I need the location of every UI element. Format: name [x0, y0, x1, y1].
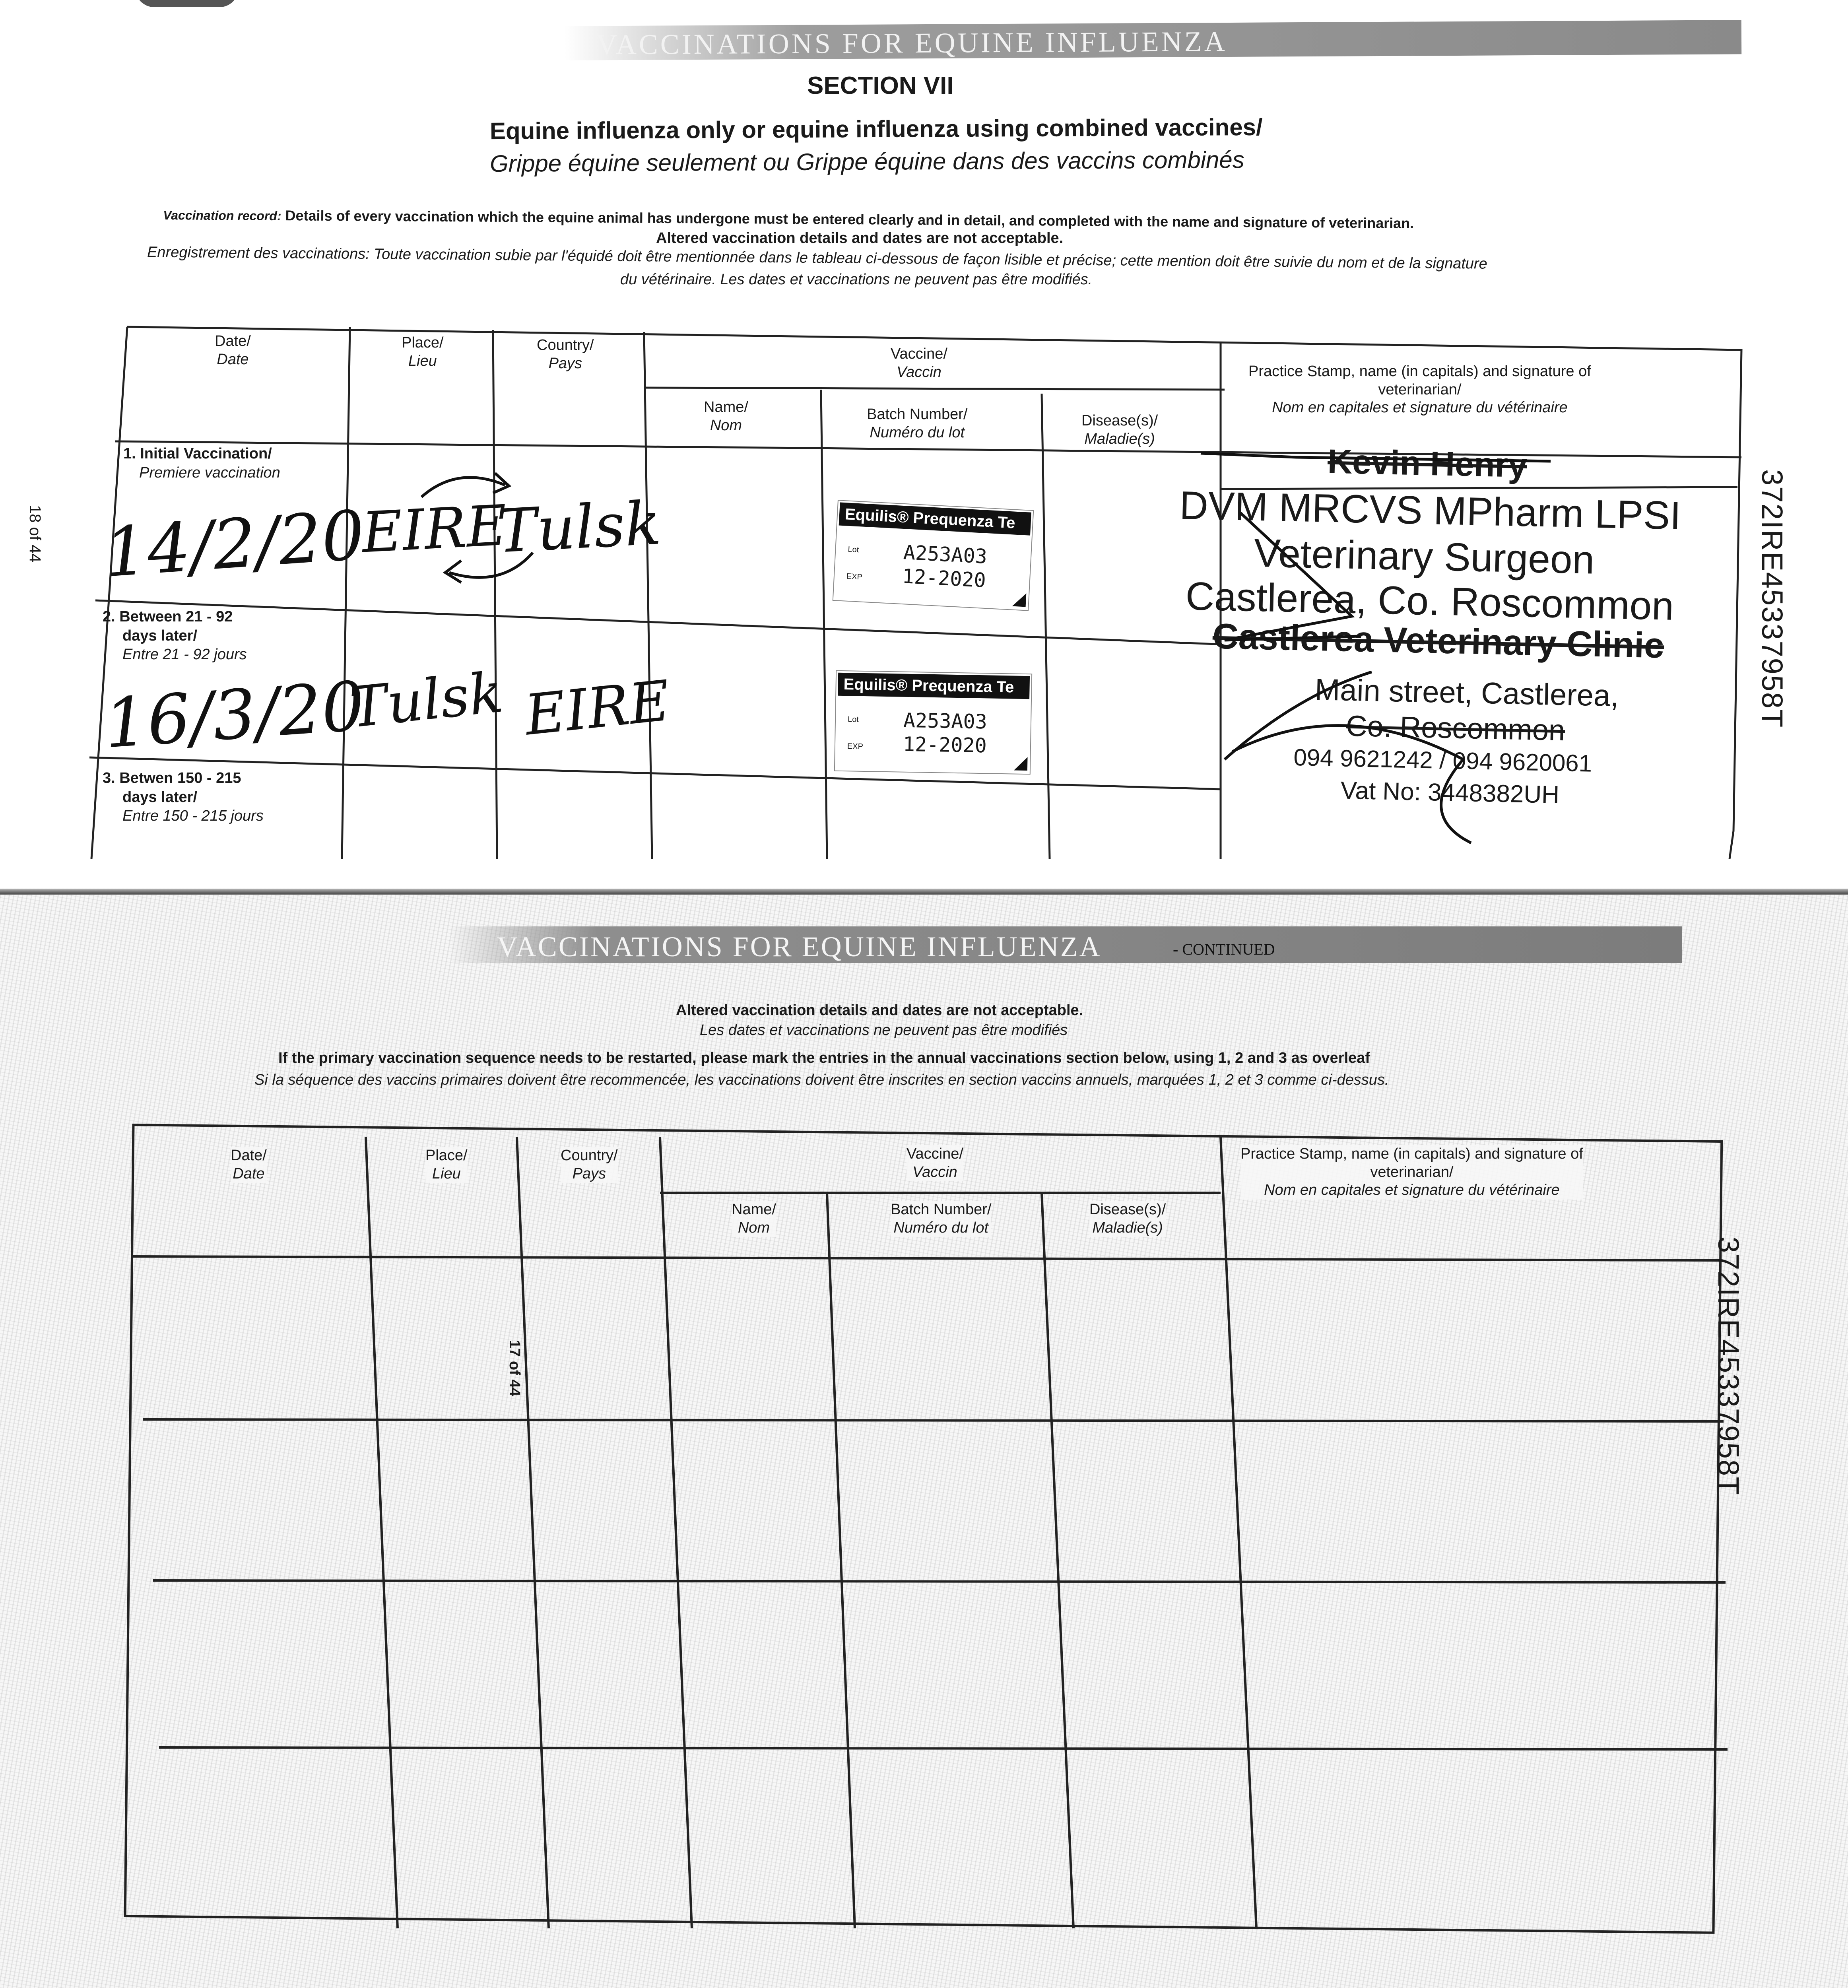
lot-label: Lot — [847, 545, 859, 555]
restart-notice-en: If the primary vaccination sequence needs to be restarted, please mark the entries in the annual vaccinations section below, using 1, 2 and 3 as overleaf — [278, 1050, 1370, 1066]
continued-col-country-en: Country/ — [561, 1147, 618, 1164]
continued-banner-suffix: - CONTINUED — [1173, 940, 1275, 958]
row-1-country: Tulsk — [495, 489, 663, 567]
expiry-label: EXP — [846, 572, 863, 582]
continued-col-date-en: Date/ — [231, 1147, 267, 1164]
continued-col-vaccine — [907, 1145, 963, 1181]
continued-banner-title: VACCINATIONS FOR EQUINE INFLUENZA — [497, 931, 1102, 963]
row-3-label-fr: Entre 150 - 215 jours — [122, 808, 264, 824]
expiry-date: 12-2020 — [901, 565, 987, 592]
continued-col-date — [231, 1147, 267, 1183]
clinic-county: Co. Roscommon — [1345, 709, 1566, 747]
col-disease-en: Disease(s)/ — [1081, 412, 1158, 429]
col-stamp-en-1: Practice Stamp, name (in capitals) and signature of — [1248, 363, 1591, 380]
lot-label: Lot — [847, 715, 859, 724]
continued-col-disease-en: Disease(s)/ — [1089, 1201, 1166, 1218]
continued-col-place-en: Place/ — [425, 1147, 468, 1164]
col-vaccine-fr: Vaccin — [897, 363, 941, 381]
clinic-phone: 094 9621242 / 094 9620061 — [1293, 744, 1592, 777]
continued-page-number: 17 of 44 — [506, 1340, 523, 1396]
row-2-date: 16/3/20 — [101, 667, 367, 764]
continued-col-name — [732, 1201, 776, 1237]
row-2-place: Tulsk — [347, 660, 506, 741]
batch-number: A253A03 — [903, 709, 988, 734]
col-name-fr: Nom — [710, 417, 742, 434]
expiry-label: EXP — [847, 742, 864, 751]
col-batch-en: Batch Number/ — [867, 406, 968, 423]
vet-name: Kevin Henry — [1327, 442, 1528, 485]
col-country-en: Country/ — [537, 337, 594, 353]
altered-notice-en: Altered vaccination details and dates are not acceptable. — [676, 1002, 1083, 1019]
record-label: Vaccination record: — [163, 208, 281, 223]
continued-col-batch-fr: Numéro du lot — [893, 1219, 989, 1236]
continued-col-name-fr: Nom — [738, 1219, 770, 1236]
col-country-fr: Pays — [548, 355, 582, 372]
col-place-en: Place/ — [402, 334, 444, 351]
row-1-date: 14/2/20 — [101, 496, 367, 593]
record-instructions-en-2: Altered vaccination details and dates are not acceptable. — [656, 230, 1064, 247]
clinic-vat: Vat No: 3448382UH — [1340, 777, 1560, 809]
subtitle-english: Equine influenza only or equine influenza using combined vaccines/ — [489, 113, 1263, 145]
restart-notice-fr: Si la séquence des vaccins primaires doivent être recommencée, les vaccinations doivent être inscrites en section vaccins annuels, marquées 1, 2 et 3 comme ci-dessus. — [254, 1072, 1389, 1088]
col-disease-fr: Maladie(s) — [1084, 430, 1155, 447]
continued-col-batch — [891, 1201, 991, 1237]
record-instructions-fr-1: Enregistrement des vaccinations: Toute vaccination subie par l'équidé doit être mentionnée dans le tableau ci-dessous de façon lisible et précise; cette mention doit être suivie du nom et de la signature — [147, 244, 1487, 272]
row-3-label-en-2: days later/ — [122, 788, 197, 806]
row-2-label-en-2: days later/ — [122, 627, 197, 644]
col-vaccine-en: Vaccine/ — [891, 346, 947, 362]
expiry-date: 12-2020 — [903, 732, 987, 757]
col-place-fr: Lieu — [408, 352, 437, 369]
banner-title: VACCINATIONS FOR EQUINE INFLUENZA — [596, 25, 1227, 61]
continued-col-batch-en: Batch Number/ — [891, 1201, 992, 1218]
continued-col-stamp-en-2: veterinarian/ — [1370, 1163, 1454, 1180]
col-stamp-en-2: veterinarian/ — [1378, 381, 1462, 398]
vet-address: Castlerea, Co. Roscommon — [1185, 574, 1675, 629]
continued-col-place — [425, 1147, 468, 1183]
row-2-country: EIRE — [522, 668, 673, 748]
row-1-label-fr: Premiere vaccination — [139, 464, 280, 481]
continued-passport-id: 372IRE45337958T — [1712, 1237, 1745, 1496]
continued-col-name-en: Name/ — [732, 1201, 776, 1218]
col-stamp-fr: Nom en capitales et signature du vétérinaire — [1272, 399, 1568, 416]
col-date-en: Date/ — [215, 333, 251, 349]
continued-col-country — [561, 1147, 618, 1183]
continued-col-place-fr: Lieu — [432, 1165, 461, 1182]
passport-id: 372IRE45337958T — [1756, 469, 1789, 728]
col-date-fr: Date — [217, 351, 249, 368]
continued-col-stamp — [1240, 1145, 1583, 1200]
vaccine-brand: Equilis® Prequenza Te — [838, 673, 1030, 699]
continued-col-vaccine-fr: Vaccin — [912, 1163, 957, 1180]
record-instructions-fr-2: du vétérinaire. Les dates et vaccinations ne peuvent pas être modifiés. — [620, 271, 1093, 288]
continued-col-stamp-en-1: Practice Stamp, name (in capitals) and signature of — [1240, 1145, 1583, 1162]
clinic-name: Castlerea Veterinary Clinic — [1212, 616, 1665, 666]
continued-col-disease-fr: Maladie(s) — [1092, 1219, 1163, 1236]
continued-col-date-fr: Date — [233, 1165, 265, 1182]
continued-col-vaccine-en: Vaccine/ — [907, 1145, 963, 1162]
section-title: SECTION VII — [807, 72, 954, 99]
vet-qualifications: DVM MRCVS MPharm LPSI — [1179, 483, 1681, 538]
continued-col-country-fr: Pays — [572, 1165, 606, 1182]
row-2-label-fr: Entre 21 - 92 jours — [122, 646, 247, 663]
vaccine-brand: Equilis® Prequenza Te — [839, 503, 1031, 536]
page-number: 18 of 44 — [26, 505, 44, 563]
row-1-place: EIRE — [360, 493, 509, 566]
subtitle-french: Grippe équine seulement ou Grippe équine dans des vaccins combinés — [489, 146, 1244, 177]
row-2-label-en: 2. Between 21 - 92 — [103, 608, 233, 625]
batch-number: A253A03 — [903, 541, 988, 569]
col-batch-fr: Numéro du lot — [870, 424, 965, 441]
col-name-en: Name/ — [704, 399, 748, 415]
continued-col-stamp-fr: Nom en capitales et signature du vétérinaire — [1264, 1182, 1560, 1199]
altered-notice-fr: Les dates et vaccinations ne peuvent pas être modifiés — [700, 1022, 1068, 1039]
clinic-street: Main street, Castlerea, — [1314, 673, 1619, 713]
row-3-label-en: 3. Betwen 150 - 215 — [103, 770, 241, 786]
vet-role: Veterinary Surgeon — [1254, 530, 1595, 582]
row-1-label-en: 1. Initial Vaccination/ — [123, 445, 272, 462]
continued-col-disease — [1089, 1201, 1166, 1237]
record-text: Details of every vaccination which the equine animal has undergone must be entered clearly and in detail, and completed with the name and signature of veterinarian. — [285, 207, 1414, 231]
